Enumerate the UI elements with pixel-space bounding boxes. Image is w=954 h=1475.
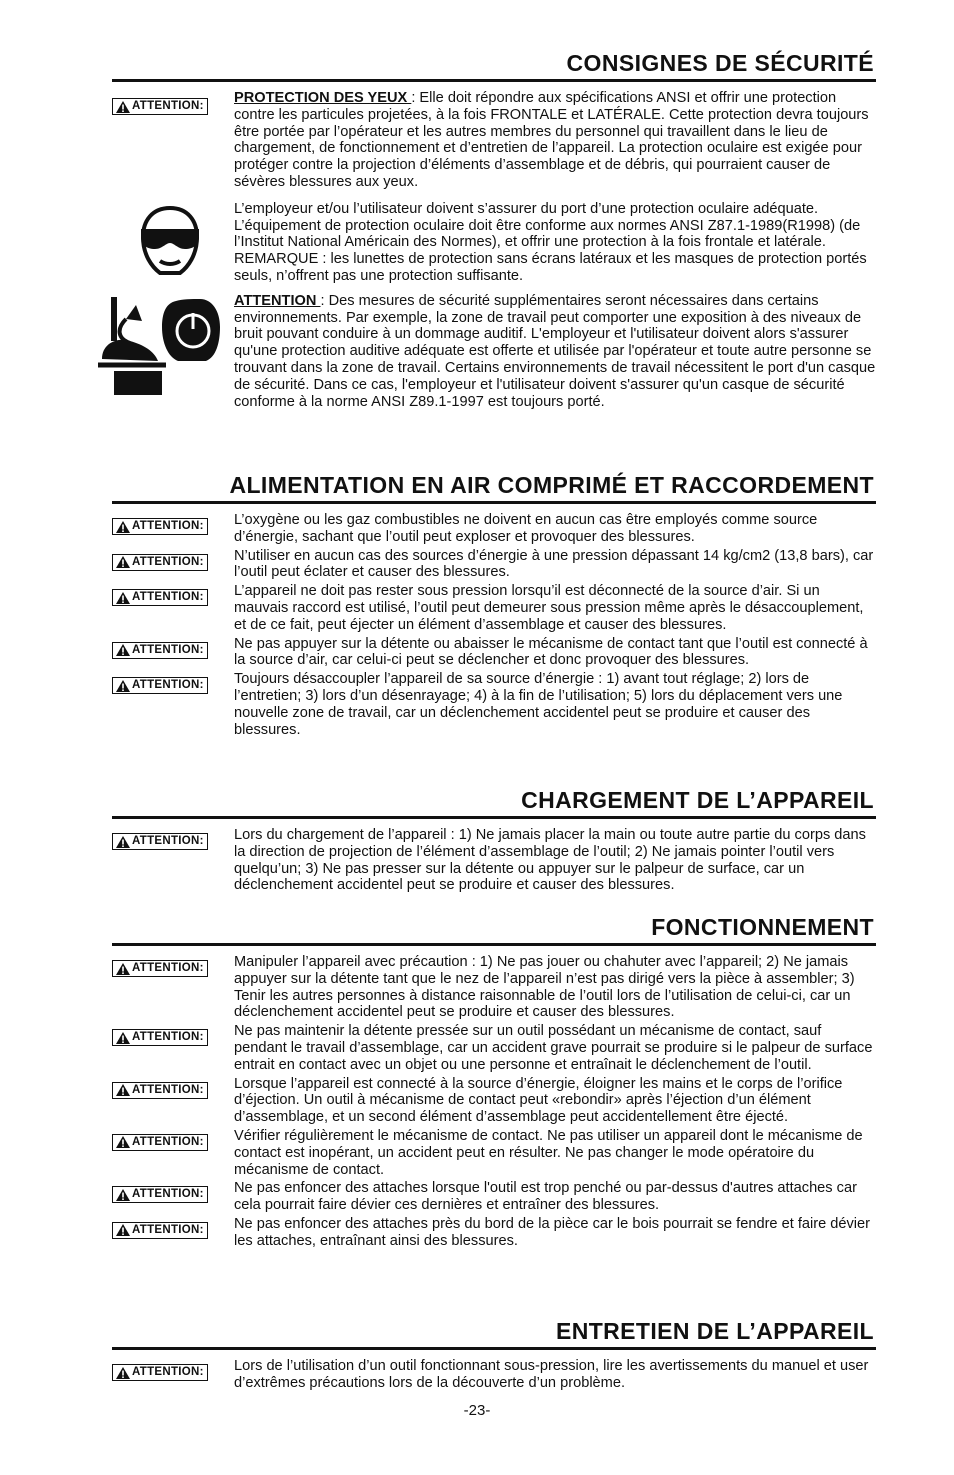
maintenance-list: [112, 1358, 876, 1392]
eye-protection-block: [112, 90, 876, 191]
warning-triangle-icon: [116, 1189, 130, 1201]
employer-block: [112, 201, 876, 285]
warning-text: Toujours désaccoupler l’appareil de sa source d’énergie : 1) avant tout réglage; 2) lors de l’entretien; 3) lors d’un désenrayage; 4) à la fin de l’utilisation; 5) lors du déplacement vers une nouvelle zone de travail, car un déclenchement accidentel peut se produire et causer des blessures.: [234, 671, 843, 738]
warning-text: Lors de l’utilisation d’un outil fonctionnant sous-pression, lire les avertissements du manuel et user d’extrêmes précautions lors de la découverte d’un problème.: [234, 1358, 869, 1391]
warning-text: Ne pas enfoncer des attaches près du bord de la pièce car le bois pourrait se fendre et faire dévier les attaches, entraînant ainsi des blessures.: [234, 1215, 871, 1249]
attention-badge: ATTENTION:: [112, 642, 208, 659]
warning-text: L’appareil ne doit pas rester sous pression lorsqu’il est déconnecté de la source d’air. Si un mauvais raccord est utilisé, l’outil peut demeurer sous pression même après le désaccouplement, et de ce fait, peut éjecter un élément d’assemblage et causer des blessures.: [234, 583, 864, 633]
page-number: -23-: [463, 1402, 491, 1419]
warning-item: [112, 1180, 876, 1214]
attention-heading: ATTENTION: [234, 292, 321, 309]
section-rule: [112, 501, 876, 504]
attention-badge: ATTENTION:: [112, 1029, 208, 1046]
hard-hat-icon: [96, 295, 168, 395]
warning-triangle-icon: [116, 556, 130, 568]
additional-measures-block: [112, 293, 876, 411]
warning-triangle-icon: [116, 680, 130, 692]
attention-badge: ATTENTION:: [112, 1186, 208, 1203]
warning-triangle-icon: [116, 644, 130, 656]
loading-list: [112, 827, 876, 894]
warning-item: [112, 583, 876, 633]
warning-item: [112, 1076, 876, 1126]
operation-section: [112, 914, 876, 1252]
warning-text: Ne pas maintenir la détente pressée sur un outil possédant un mécanisme de contact, sauf pendant le travail d’assemblage, car un accident grave pourrait se produire si le palpeur de surface entrait en contact avec un objet ou une personne et entraînait le déclenchement de l’outil.: [234, 1023, 873, 1073]
attention-badge: ATTENTION:: [112, 554, 208, 571]
operation-title: FONCTIONNEMENT: [651, 914, 874, 940]
attention-badge: ATTENTION:: [112, 677, 208, 694]
warning-triangle-icon: [116, 101, 130, 113]
air-supply-list: [112, 512, 876, 738]
warning-triangle-icon: [116, 1136, 130, 1148]
warning-item: [112, 1023, 876, 1073]
warning-item: [112, 548, 876, 582]
section-rule: [112, 943, 876, 946]
warning-text: L’oxygène ou les gaz combustibles ne doivent en aucun cas être employés comme source d’énergie, sachant que l’outil peut exploser et provoquer des blessures.: [234, 512, 818, 545]
attention-badge: ATTENTION:: [112, 98, 208, 115]
warning-item: [112, 636, 876, 670]
attention-badge: ATTENTION:: [112, 1364, 208, 1381]
warning-text: Lors du chargement de l’appareil : 1) Ne jamais placer la main ou toute autre partie du corps dans la direction de projection de l’élément d’assemblage de l’outil; 2) Ne jamais pointer l’outil vers quelqu’un; 3) Ne pas presser sur la détente ou appuyer sur le palpeur de surface, car un déclenchement accidentel peut se produire et causer des blessures.: [234, 827, 866, 894]
air-supply-title: ALIMENTATION EN AIR COMPRIMÉ ET RACCORDEMENT: [229, 472, 874, 498]
warning-item: [112, 671, 876, 738]
additional-measures-text: ATTENTION : Des mesures de sécurité supplémentaires seront nécessaires dans certains environnements. Par exemple, la zone de travail peut comporter une exposition à des niveaux de bruit pouvant conduire à un dommage auditif. L'employeur et l'utilisateur doivent alors s'assurer qu'une protection auditive adéquate est offerte et utilisée par l'opérateur et toute autre personne se trouvant dans la zone de travail. Certains environnements de travail nécessitent le port d'un casque de sécurité. Dans ce cas, l'employeur et l'utilisateur doivent s'assurer qu'un casque de sécurité conforme à la norme ANSI Z89.1-1997 est toujours porté.: [234, 292, 876, 410]
attention-badge: ATTENTION:: [112, 1082, 208, 1099]
warning-triangle-icon: [116, 592, 130, 604]
section-rule: [112, 79, 876, 82]
section-rule: [112, 1347, 876, 1350]
warning-item: [112, 827, 876, 894]
warning-triangle-icon: [116, 1224, 130, 1236]
safety-title: CONSIGNES DE SÉCURITÉ: [566, 50, 874, 76]
warning-triangle-icon: [116, 1032, 130, 1044]
section-rule: [112, 816, 876, 819]
warning-item: [112, 512, 876, 546]
maintenance-section: [112, 1318, 876, 1394]
warning-triangle-icon: [116, 1084, 130, 1096]
air-supply-section: [112, 472, 876, 740]
warning-text: N’utiliser en aucun cas des sources d’énergie à une pression dépassant 14 kg/cm2 (13,8 bars), car l’outil peut éclater et causer des blessures.: [234, 547, 874, 581]
warning-text: Ne pas appuyer sur la détente ou abaisser le mécanisme de contact tant que l’outil est connecté à la source d’air, car celui-ci peut se déclencher et donc provoquer des blessures.: [234, 635, 868, 669]
attention-badge: ATTENTION:: [112, 1222, 208, 1239]
warning-item: [112, 1216, 876, 1250]
attention-badge: ATTENTION:: [112, 589, 208, 606]
warning-triangle-icon: [116, 521, 130, 533]
loading-title: CHARGEMENT DE L’APPAREIL: [521, 787, 874, 813]
attention-badge: ATTENTION:: [112, 1134, 208, 1151]
warning-item: [112, 1128, 876, 1178]
loading-section: [112, 787, 876, 896]
warning-text: Lorsque l’appareil est connecté à la source d’énergie, éloigner les mains et le corps de l’orifice d’éjection. Un outil à mécanisme de contact peut «rebondir» après l’éjection d’un élément d’assemblage, et un second élément d’assemblage peut accidentellement être éjecté.: [234, 1075, 843, 1126]
warning-item: [112, 1358, 876, 1392]
warning-triangle-icon: [116, 963, 130, 975]
attention-badge: ATTENTION:: [112, 833, 208, 850]
warning-text: Ne pas enfoncer des attaches lorsque l'outil est trop penché ou par-dessus d'autres attaches car cela pourrait faire dévier ces dernières et entraîner des blessures.: [234, 1180, 857, 1214]
operation-list: [112, 954, 876, 1250]
warning-triangle-icon: [116, 836, 130, 848]
warning-triangle-icon: [116, 1367, 130, 1379]
safety-section: [112, 50, 876, 412]
warning-text: Vérifier régulièrement le mécanisme de contact. Ne pas utiliser un appareil dont le mécanisme de contact est inopérant, un accident peut en résulter. Ne pas changer le mode opératoire du mécanisme de contact.: [234, 1127, 863, 1178]
employer-text: L’employeur et/ou l’utilisateur doivent s’assurer du port d’une protection oculaire adéquate. L’équipement de protection oculaire doit être conforme aux normes ANSI Z87.1-1989(R1998) (de l’Institut National Américain des Normes), et offrir une protection à la fois frontale et latérale. REMARQUE : les lunettes de protection sans écrans latéraux et les masques de protection portés seuls, n’offrent pas une protection suffisante.: [234, 200, 867, 284]
attention-badge: ATTENTION:: [112, 960, 208, 977]
warning-text: Manipuler l’appareil avec précaution : 1) Ne pas jouer ou chahuter avec l’appareil; 2) Ne jamais appuyer sur la détente tant que le nez de l’appareil n’est pas dirigé vers la pièce à assembler; 3) Tenir les autres personnes à distance raisonnable de l’outil lors de l’utilisation de celui-ci, car un déclenchement accidentel peut se produire et causer des blessures.: [234, 954, 855, 1021]
eye-protection-heading: PROTECTION DES YEUX: [234, 90, 412, 106]
safety-goggles-icon: [138, 205, 202, 277]
attention-badge: ATTENTION:: [112, 518, 208, 535]
warning-item: [112, 954, 876, 1021]
eye-protection-text: PROTECTION DES YEUX : Elle doit répondre aux spécifications ANSI et offrir une protection contre les particules projetées, à la fois FRONTALE et LATÉRALE. Cette protection devra toujours être portée par l’opérateur et les autres membres du personnel qui travaillent dans le lieu de chargement, de fonctionnement et d’entretien de l’appareil. La protection oculaire est exigée pour protéger contre la projection d’éléments d’assemblage et de débris, qui pourraient causer de sévères blessures aux yeux.: [234, 90, 869, 190]
ear-protection-icon: [160, 295, 222, 365]
maintenance-title: ENTRETIEN DE L’APPAREIL: [555, 1318, 874, 1344]
